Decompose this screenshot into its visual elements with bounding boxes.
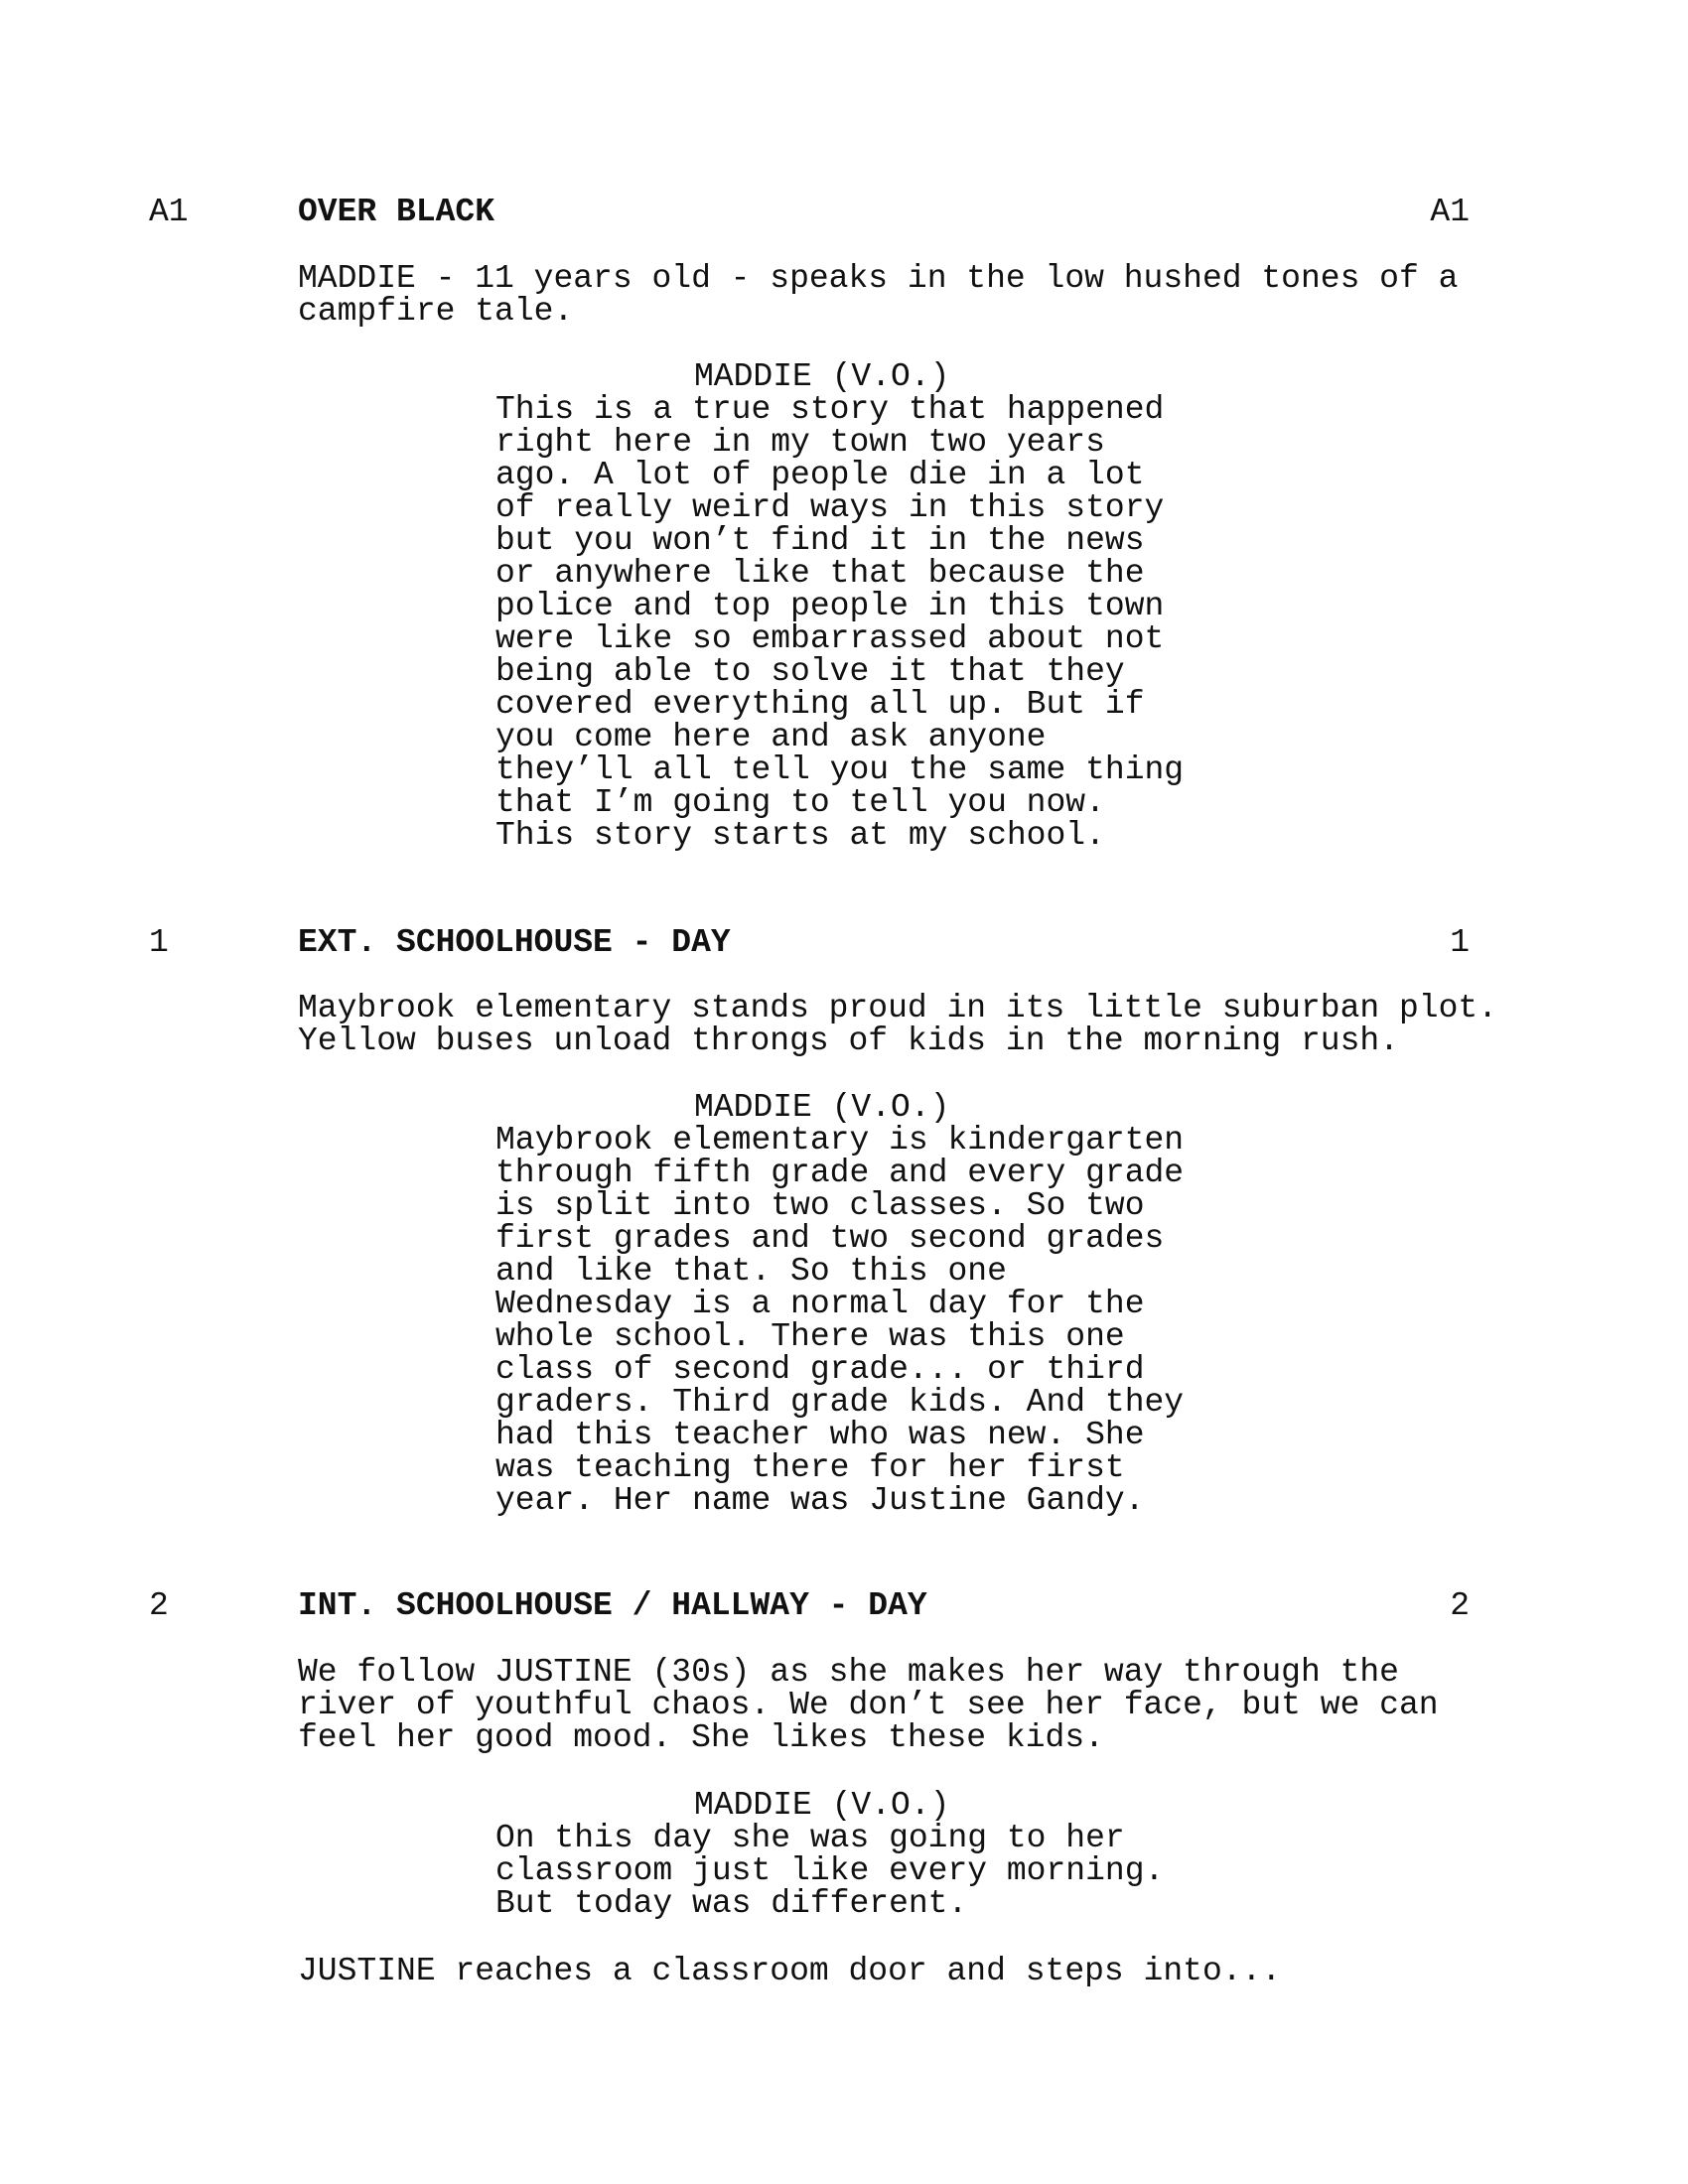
dialogue-line: Wednesday is a normal day for the — [495, 1286, 1145, 1322]
scene-heading: EXT. SCHOOLHOUSE - DAY — [298, 924, 731, 961]
dialogue-line: had this teacher who was new. She — [495, 1417, 1145, 1453]
dialogue-line: year. Her name was Justine Gandy. — [495, 1482, 1145, 1519]
dialogue-line: This story starts at my school. — [495, 817, 1105, 854]
character-cue: MADDIE (V.O.) — [694, 1089, 950, 1126]
dialogue-line: ago. A lot of people die in a lot — [495, 457, 1145, 493]
dialogue-line: is split into two classes. So two — [495, 1187, 1145, 1224]
dialogue-line: or anywhere like that because the — [495, 555, 1145, 592]
scene-number-right: 1 — [1450, 924, 1470, 961]
dialogue-line: classroom just like every morning. — [495, 1852, 1165, 1889]
action-line: river of youthful chaos. We don’t see her face, but we can — [298, 1687, 1439, 1723]
dialogue-line: that I’m going to tell you now. — [495, 784, 1105, 821]
scene-number-left: 2 — [149, 1587, 169, 1624]
action-line: MADDIE - 11 years old - speaks in the low hushed tones of a — [298, 260, 1459, 297]
dialogue-line: being able to solve it that they — [495, 653, 1125, 690]
dialogue-line: but you won’t find it in the news — [495, 522, 1145, 559]
dialogue-line: Maybrook elementary is kindergarten — [495, 1122, 1185, 1159]
scene-heading: INT. SCHOOLHOUSE / HALLWAY - DAY — [298, 1587, 927, 1624]
dialogue-line: class of second grade... or third — [495, 1351, 1145, 1388]
action-line: campfire tale. — [298, 293, 574, 330]
dialogue-line: you come here and ask anyone — [495, 719, 1047, 755]
dialogue-line: first grades and two second grades — [495, 1220, 1165, 1257]
character-cue: MADDIE (V.O.) — [694, 358, 950, 395]
dialogue-line: whole school. There was this one — [495, 1318, 1125, 1355]
action-line: We follow JUSTINE (30s) as she makes her way through the — [298, 1654, 1399, 1691]
action-line: JUSTINE reaches a classroom door and steps into... — [298, 1953, 1282, 1989]
dialogue-line: through fifth grade and every grade — [495, 1155, 1185, 1191]
dialogue-line: was teaching there for her first — [495, 1449, 1125, 1486]
dialogue-line: But today was different. — [495, 1885, 968, 1922]
dialogue-line: of really weird ways in this story — [495, 489, 1165, 526]
action-line: Maybrook elementary stands proud in its little suburban plot. — [298, 990, 1497, 1026]
scene-number-right: A1 — [1430, 194, 1470, 230]
dialogue-line: graders. Third grade kids. And they — [495, 1384, 1185, 1421]
scene-number-left: A1 — [149, 194, 189, 230]
dialogue-line: were like so embarrassed about not — [495, 620, 1165, 657]
dialogue-line: This is a true story that happened — [495, 391, 1165, 428]
action-line: Yellow buses unload throngs of kids in the morning rush. — [298, 1023, 1399, 1059]
action-line: feel her good mood. She likes these kids. — [298, 1719, 1104, 1756]
dialogue-line: covered everything all up. But if — [495, 686, 1145, 723]
scene-number-right: 2 — [1450, 1587, 1470, 1624]
dialogue-line: right here in my town two years — [495, 424, 1105, 461]
scene-heading: OVER BLACK — [298, 194, 495, 230]
character-cue: MADDIE (V.O.) — [694, 1787, 950, 1824]
dialogue-line: and like that. So this one — [495, 1253, 1007, 1290]
dialogue-line: On this day she was going to her — [495, 1820, 1125, 1856]
scene-number-left: 1 — [149, 924, 169, 961]
dialogue-line: police and top people in this town — [495, 588, 1165, 624]
dialogue-line: they’ll all tell you the same thing — [495, 751, 1185, 788]
